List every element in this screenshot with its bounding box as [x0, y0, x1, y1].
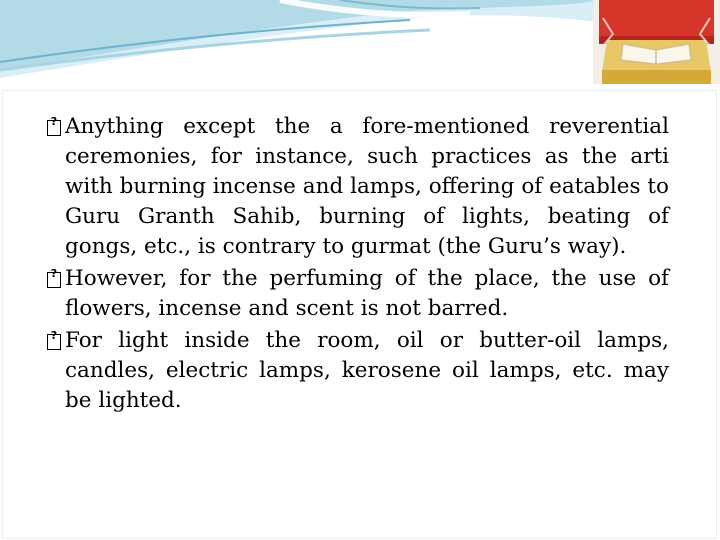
guru-granth-sahib-photo — [593, 0, 720, 84]
box-bullet-icon — [47, 272, 61, 288]
bullet-item — [47, 326, 669, 416]
bullet-list — [47, 112, 669, 416]
bullet-text: Anything except the a fore-mentioned reverential ceremonies, for instance, such practices as the arti with burning incense and lamps, offering of eatables to Guru Granth Sahib, burning of lights, beating of gongs, etc., is contrary to gurmat (the Guru’s way). — [65, 114, 669, 259]
bullet-item — [47, 112, 669, 262]
box-bullet-icon — [47, 120, 61, 136]
bullet-text: However, for the perfuming of the place, the use of flowers, incense and scent is not barred. — [65, 266, 669, 321]
bullet-text: For light inside the room, oil or butter-oil lamps, candles, electric lamps, kerosene oil lamps, etc. may be lighted. — [65, 328, 669, 413]
bullet-item — [47, 264, 669, 324]
box-bullet-icon — [47, 334, 61, 350]
